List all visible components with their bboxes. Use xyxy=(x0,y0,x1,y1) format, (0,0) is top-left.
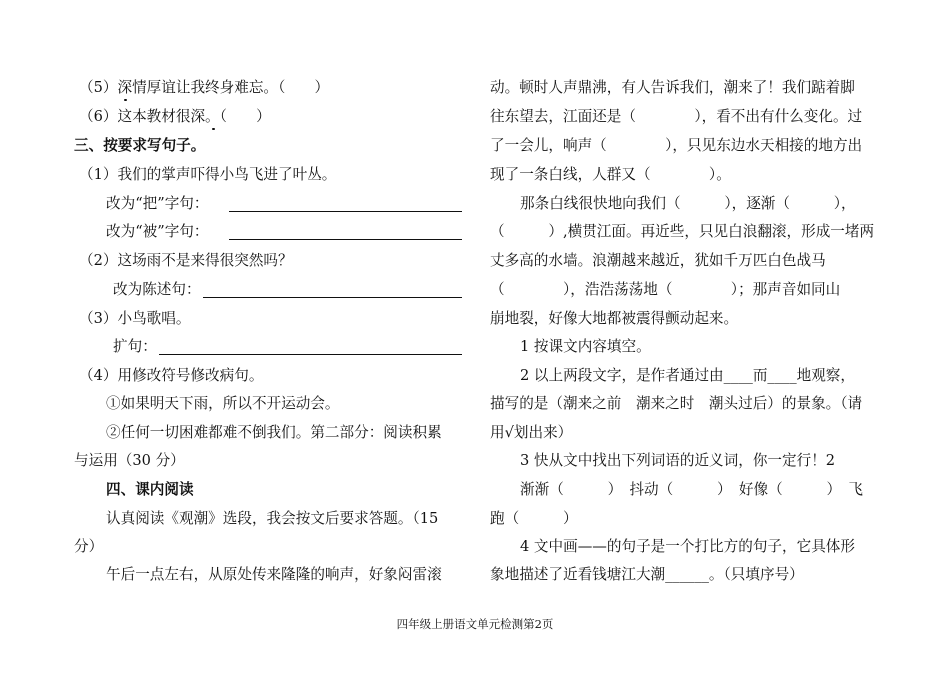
question-3-words: 渐渐（ ） 抖动（ ） 好像（ ） 飞 xyxy=(520,481,863,498)
faulty-sentence-a: ①如果明天下雨，所以不开运动会。 xyxy=(106,395,340,412)
passage-line-1: 午后一点左右，从原处传来隆隆的响声，好象闷雷滚 xyxy=(106,566,442,583)
bei-sentence-label: 改为“被”字句： xyxy=(106,223,209,240)
ba-sentence-answer-line[interactable] xyxy=(229,197,462,212)
sentence-4: （4）用修改符号修改病句。 xyxy=(79,367,264,384)
reading-instruction-cont: 分） xyxy=(74,538,104,555)
question-5: （5）深情厚谊让我终身难忘。（ ） xyxy=(79,79,330,96)
reading-instruction: 认真阅读《观潮》选段，我会按文后要求答题。（15 xyxy=(106,510,439,527)
question-3-words-cont: 跑（ ） xyxy=(490,510,578,527)
passage-line-10: 崩地裂，好像大地都被震得颤动起来。 xyxy=(490,310,739,327)
faulty-sentence-b: ②任何一切困难都难不倒我们。第二部分：阅读积累 xyxy=(106,424,442,441)
declarative-answer-line[interactable] xyxy=(203,283,462,298)
sentence-1: （1）我们的掌声吓得小鸟飞进了叶丛。 xyxy=(79,166,337,183)
expand-label: 扩句： xyxy=(113,338,157,355)
part-2-score: 与运用（30 分） xyxy=(74,452,185,469)
section-3-title: 三、按要求写句子。 xyxy=(74,137,206,154)
question-2: 2 以上两段文字，是作者通过由____而____地观察， xyxy=(520,367,855,384)
question-2-cont-2: 用√划出来） xyxy=(490,424,573,441)
emphasis-dot xyxy=(206,125,220,126)
question-2-cont: 描写的是（潮来之前 潮来之时 潮头过后）的景象。（请 xyxy=(490,395,863,412)
passage-line-5: 现了一条白线，人群又（ ）。 xyxy=(490,166,731,183)
page-footer: 四年级上册语文单元检测第2页 xyxy=(396,617,554,631)
bei-sentence-answer-line[interactable] xyxy=(229,225,462,240)
passage-line-9: （ ），浩浩荡荡地（ ）；那声音如同山 xyxy=(490,281,841,298)
emphasis-dot xyxy=(118,96,132,97)
passage-line-3: 往东望去，江面还是（ ），看不出有什么变化。过 xyxy=(490,108,863,125)
sentence-2: （2）这场雨不是来得很突然吗？ xyxy=(79,252,293,269)
ba-sentence-label: 改为“把”字句： xyxy=(106,195,209,212)
question-3: 3 快从文中找出下列词语的近义词，你一定行！2 xyxy=(520,452,836,469)
passage-line-6: 那条白线很快地向我们（ ），逐渐（ ）， xyxy=(520,195,856,212)
question-6: （6）这本教材很深。（ ） xyxy=(79,108,271,125)
question-4: 4 文中画——的句子是一个打比方的句子，它具体形 xyxy=(520,538,855,555)
passage-line-2: 动。顿时人声鼎沸，有人告诉我们，潮来了！我们踮着脚 xyxy=(490,79,855,96)
section-4-title: 四、课内阅读 xyxy=(106,481,194,498)
question-4-cont: 象地描述了近看钱塘江大潮______。（只填序号） xyxy=(490,566,804,583)
question-1: 1 按课文内容填空。 xyxy=(520,338,651,355)
passage-line-8: 丈多高的水墙。浪潮越来越近，犹如千万匹白色战马 xyxy=(490,252,826,269)
sentence-3: （3）小鸟歌唱。 xyxy=(79,310,191,327)
passage-line-7: （ ）,横贯江面。再近些，只见白浪翻滚，形成一堵两 xyxy=(490,223,875,240)
expand-answer-line[interactable] xyxy=(159,340,462,355)
passage-line-4: 了一会儿，响声（ ），只见东边水天相接的地方出 xyxy=(490,137,863,154)
declarative-label: 改为陈述句： xyxy=(113,281,201,298)
